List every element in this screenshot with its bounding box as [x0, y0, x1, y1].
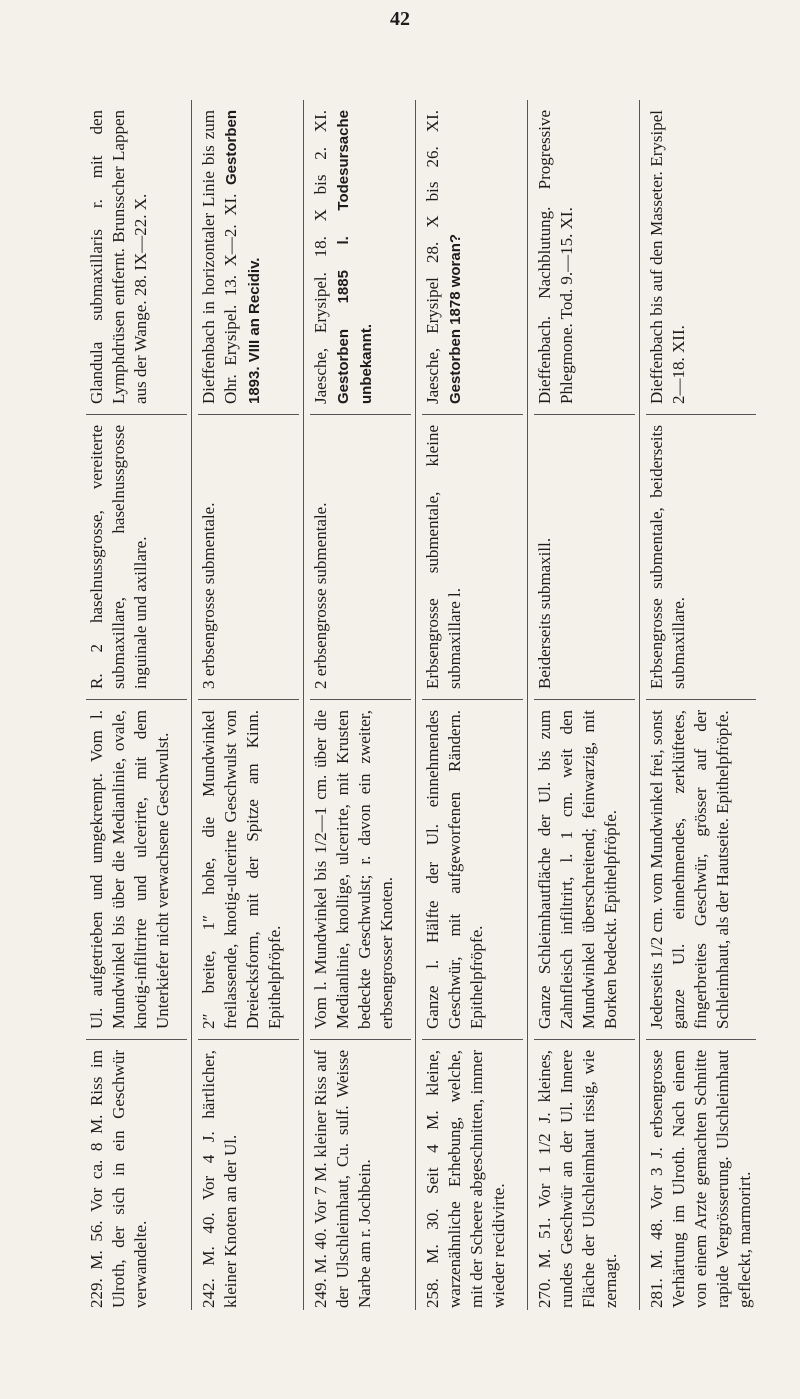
operation-cell — [310, 100, 411, 415]
tumor-finding-cell: Jederseits 1/2 cm. vom Mundwinkel frei, sonst ganze Ul. einnehmendes, zerklüftetes, fingerbreites Geschwür, grösser auf der Schleimhaut, als der Hautseite. Epithelpfröpfe. — [646, 700, 756, 1040]
outcome-note: Gestorben 1878 woran? — [447, 233, 464, 404]
operation-text: Jaesche, Erysipel 28. X bis 26. XI. — [423, 110, 442, 404]
tumor-finding-cell: Ganze Schleimhautfläche der Ul. bis zum Zahnfleisch infiltrirt, l. 1 cm. weit den Mundwinkel überschreitend; feinwarzig, mit Borken bedeckt. Epithelpfröpfe. — [534, 700, 635, 1040]
operation-cell — [646, 100, 756, 415]
outcome-note: Gestorben 1893. VIII an Recidiv. — [223, 110, 263, 404]
tumor-finding-cell: Ganze l. Hälfte der Ul. einnehmendes Geschwür, mit aufgeworfenen Rändern. Epithelpfröpfe. — [422, 700, 523, 1040]
table-row — [304, 100, 416, 1310]
tumor-finding-cell: Ul. aufgetrieben und umgekrempt. Vom l. Mundwinkel bis über die Medianlinie, ovale, knotig-infiltrirte und ulcerirte, mit dem Unterkiefer nicht verwachsene Geschwulst. — [86, 700, 187, 1040]
table-row — [80, 100, 192, 1310]
operation-cell — [534, 100, 635, 415]
operation-text: Dieffenbach in horizontaler Linie bis zum Ohr. Erysipel. 13. X—2. XI. — [199, 110, 240, 404]
case-history-cell: 281. M. 48. Vor 3 J. erbsengrosse Verhärtung im Ulroth. Nach einem von einem Arzte gemachten Schnitte rapide Vergrösserung. Ulschleimhaut gefleckt, marmorirt. — [647, 1050, 754, 1308]
table-row — [416, 100, 528, 1310]
lymph-glands-cell: Erbsengrosse submentale, kleine submaxillare l. — [422, 415, 523, 700]
case-history-cell: 258. M. 30. Seit 4 M. kleine, warzenähnliche Erhebung, welche, mit der Scheere abgeschnitten, immer wieder recidivirte. — [423, 1050, 508, 1308]
table-row — [528, 100, 640, 1310]
lymph-glands-cell: Erbsengrosse submentale, beiderseits submaxillare. — [646, 415, 756, 700]
lymph-glands-cell: Beiderseits submaxill. — [534, 415, 635, 700]
tumor-finding-cell: Vom l. Mundwinkel bis 1/2—1 cm. über die Medianlinie, knollige, ulcerirte, mit Krusten bedeckte Geschwulst; r. davon ein zweiter, erbsengrosser Knoten. — [310, 700, 411, 1040]
operation-text: Dieffenbach. Nachblutung. Progressive Phlegmone. Tod. 9.—15. XI. — [535, 110, 576, 404]
outcome-note: Gestorben 1885 l. Todesursache unbekannt. — [335, 110, 375, 404]
operation-text: Jaesche, Erysipel. 18. X bis 2. XI. — [311, 110, 330, 404]
lymph-glands-cell: 3 erbsengrosse submentale. — [198, 415, 299, 700]
operation-text: Dieffenbach bis auf den Masseter. Erysipel 2—18. XII. — [647, 110, 688, 404]
operation-cell — [422, 100, 523, 415]
case-table — [80, 100, 760, 1310]
case-history-cell: 229. M. 56. Vor ca. 8 M. Riss im Ulroth, der sich in ein Geschwür verwandelte. — [87, 1050, 150, 1308]
operation-text: Glandula submaxillaris r. mit den Lymphdrüsen entfernt. Brunsscher Lappen aus der Wange. 28. IX—22. X. — [87, 110, 150, 404]
page-number: 42 — [390, 8, 410, 30]
table-row — [640, 100, 760, 1310]
operation-cell — [198, 100, 299, 415]
tumor-finding-cell: 2″ breite, 1″ hohe, die Mundwinkel freilassende, knotig-ulcerirte Geschwulst von Dreiecksform, mit der Spitze am Kinn. Epithelpfröpfe. — [198, 700, 299, 1040]
operation-cell — [86, 100, 187, 415]
case-history-cell: 242. M. 40. Vor 4 J. härtlicher, kleiner Knoten an der Ul. — [199, 1050, 240, 1308]
lymph-glands-cell: R. 2 haselnussgrosse, vereiterte submaxillare, haselnussgrosse inguinale und axillare. — [86, 415, 187, 700]
case-history-cell: 270. M. 51. Vor 1 1/2 J. kleines, rundes Geschwür an der Ul. Innere Fläche der Ulschleimhaut rissig, wie zernagt. — [535, 1050, 620, 1308]
lymph-glands-cell: 2 erbsengrosse submentale. — [310, 415, 411, 700]
case-history-cell: 249. M. 40. Vor 7 M. kleiner Riss auf der Ulschleimhaut, Cu. sulf. Weisse Narbe am r. Jochbein. — [311, 1050, 374, 1308]
table-row — [192, 100, 304, 1310]
